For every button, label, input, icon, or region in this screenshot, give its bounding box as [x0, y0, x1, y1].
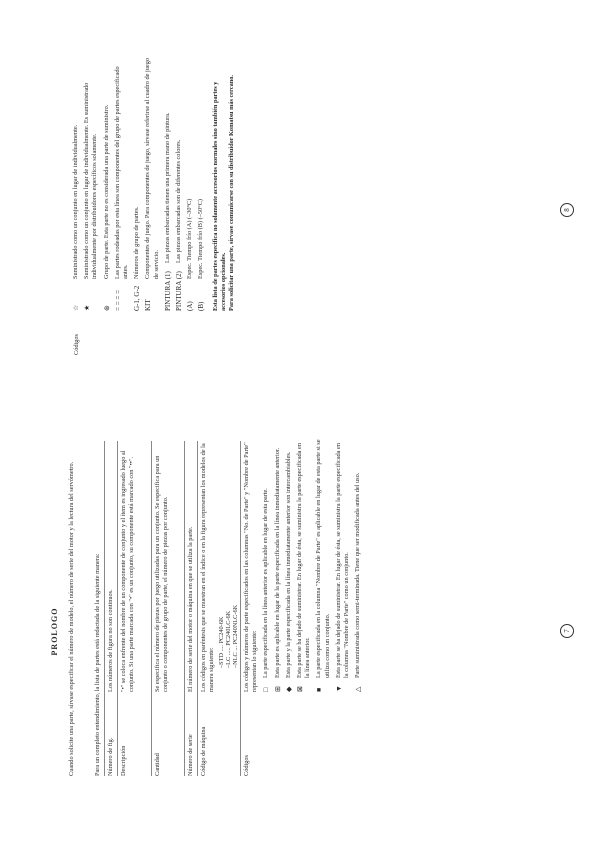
- code-item: [114, 56, 130, 311]
- code-item: [274, 437, 282, 692]
- codigos-intro: Los códigos y números de parte especificados en las columnas "No. de Parte" y "Nombre de Parte" representan lo siguiente:: [243, 442, 259, 692]
- divider: [104, 441, 105, 776]
- code-item: [296, 437, 312, 692]
- code-text: La parte especificada en la línea anterior es aplicable en lugar de esta parte.: [262, 488, 270, 678]
- code-item: [83, 56, 99, 311]
- code-text: Espec. Tiempo frío (B) (–50°C): [197, 199, 205, 279]
- symbol: □: [262, 687, 271, 692]
- intro-paragraph: Cuando solicite una parte, sírvase especificar el número de modelo, el número de serie del motor y la lectura del servómetro.: [68, 461, 75, 776]
- code-text: Suministrado como un conjunto en lugar de individualmente.: [72, 124, 79, 279]
- code-item: [262, 437, 270, 692]
- model-item: –STD .... PC240-6K: [218, 616, 226, 668]
- text-cantidad: Se especifica el número de piezas por juego utilizadas para un conjunto. Se especifica para un conjunto o componentes de grupo de parte, el número de piezas por conjunto.: [154, 455, 170, 692]
- symbol: PINTURA (1): [163, 271, 172, 311]
- symbol: G-1, G-2: [133, 285, 142, 311]
- code-text: Parte suministrada como semi-terminada. Tiene que ser modificada antes del uso.: [354, 472, 362, 678]
- code-item: [103, 56, 111, 311]
- note-accessories: Esta lista de partes especifica no solamente accesorios normales sino también partes y accesorios opcionales.: [211, 81, 227, 311]
- intro-subparagraph: Para un completo entendimiento, la lista de partes está redactada de la siguiente manera:: [94, 553, 101, 776]
- code-text: Espec. Tiempo frío (A) (–30°C): [186, 198, 194, 279]
- symbol: ◆: [284, 686, 293, 692]
- model-item: –NLC ... PC240NLC-6K: [232, 604, 240, 668]
- symbol: △: [354, 686, 363, 692]
- code-item: [335, 437, 351, 692]
- codigos-list-cont: [72, 56, 236, 311]
- symbol: = = = =: [113, 289, 122, 311]
- code-item: [175, 56, 183, 311]
- divider: [184, 441, 185, 776]
- code-text: Números de grupo de partes.: [133, 206, 141, 279]
- code-item: [164, 56, 172, 311]
- symbol: ⊠: [296, 686, 305, 692]
- code-item: [285, 437, 293, 692]
- label-codigos-cont: Códigos: [73, 334, 80, 355]
- symbol: (B): [197, 301, 206, 311]
- code-text: Las piezas embarcadas son de diferentes colores.: [175, 139, 183, 263]
- code-item: [354, 437, 362, 692]
- code-text: Las partes rodeadas por esta línea son componentes del grupo de partes especificado antes.: [113, 66, 130, 279]
- text-maquina: [200, 442, 241, 692]
- symbol: ⊛: [102, 305, 111, 311]
- divider: [197, 441, 198, 776]
- code-item: [144, 56, 160, 311]
- code-item: [186, 56, 194, 311]
- code-text: Las piezas embarcadas tienen una primera mano de pintura.: [163, 112, 171, 263]
- page-title: PROLOGO: [50, 607, 59, 656]
- label-codigos: Códigos: [243, 755, 250, 776]
- divider: [151, 441, 152, 776]
- label-maquina: Código de máquina: [200, 726, 207, 776]
- page-number: 7: [560, 624, 574, 638]
- model-item: –LC ..... PC240LC-6K: [225, 610, 233, 668]
- symbol: (A): [186, 301, 195, 311]
- page-number: 8: [560, 203, 574, 217]
- text-fig: Los números de figura no son continuos.: [107, 589, 114, 692]
- code-text: Esta parte y la parte especificada en la línea inmediatamente anterior son intercambiables.: [284, 451, 292, 678]
- code-item: [72, 56, 80, 311]
- label-serie: Número de serie: [187, 734, 194, 776]
- code-text: Componentes de juego. Para componentes de juego, sírvase referirse al cuadro de juego de servicio.: [144, 57, 160, 279]
- symbol: ▼: [334, 685, 343, 692]
- label-descripcion: Descripción: [120, 745, 127, 776]
- code-item: [315, 437, 331, 692]
- symbol: ★: [83, 304, 92, 311]
- divider: [240, 441, 241, 776]
- page-left: [0, 421, 596, 842]
- note-contact: Para solicitar una parte, sírvase comunicarse con su distribuidor Komatsu más cercano.: [228, 75, 236, 311]
- code-text: La parte especificada en la columna "Nombre de Parte" es aplicable en lugar de esta parte si se utiliza como un conjunto.: [315, 439, 331, 678]
- symbol: ☆: [72, 304, 80, 311]
- model-list: [218, 442, 239, 668]
- symbol: ■: [315, 687, 324, 692]
- code-item: [197, 56, 205, 311]
- codigos-list: [243, 437, 365, 692]
- text-descripcion: "•" se coloca enfrente del nombre de un componente de conjunto y el ítem es ingresado luego al conjunto. Si una parte marcada con "•" es un conjunto, su componente está marcado con "••".: [120, 450, 136, 692]
- text-serie: El número de serie del motor o máquina en que se utiliza la parte.: [187, 526, 194, 692]
- code-text: Suministrado como un conjunto en lugar de individualmente. Es suministrado individualmente por distribuidores específicos solamente.: [83, 82, 99, 279]
- divider: [117, 441, 118, 776]
- code-text: Esta parte se ha dejado de suministrar. En lugar de ésta, se suministra la parte especificada en la línea anterior.: [296, 443, 312, 678]
- code-text: Esta parte es aplicable en lugar de la parte especificada en la línea inmediatamente anterior.: [273, 447, 281, 678]
- code-text: Grupo de parte. Esta parte no es considerada una parte de suministro.: [102, 104, 110, 279]
- symbol: PINTURA (2): [175, 271, 184, 311]
- symbol: KIT: [144, 299, 153, 311]
- maquina-intro: Los códigos en paréntesis que se muestran en el índice o en la figura representan los modelos de la manera siguiente:: [200, 443, 216, 692]
- label-fig: Número de fig.: [107, 737, 114, 776]
- code-item: [133, 56, 141, 311]
- code-text: Esta parte se ha dejado de suministrar. En lugar de ésta, se suministra la parte especificada en la columna "Nombre de Parte" como un conjunto.: [334, 443, 351, 678]
- symbol: ⊞: [273, 686, 282, 692]
- label-cantidad: Cantidad: [154, 753, 161, 776]
